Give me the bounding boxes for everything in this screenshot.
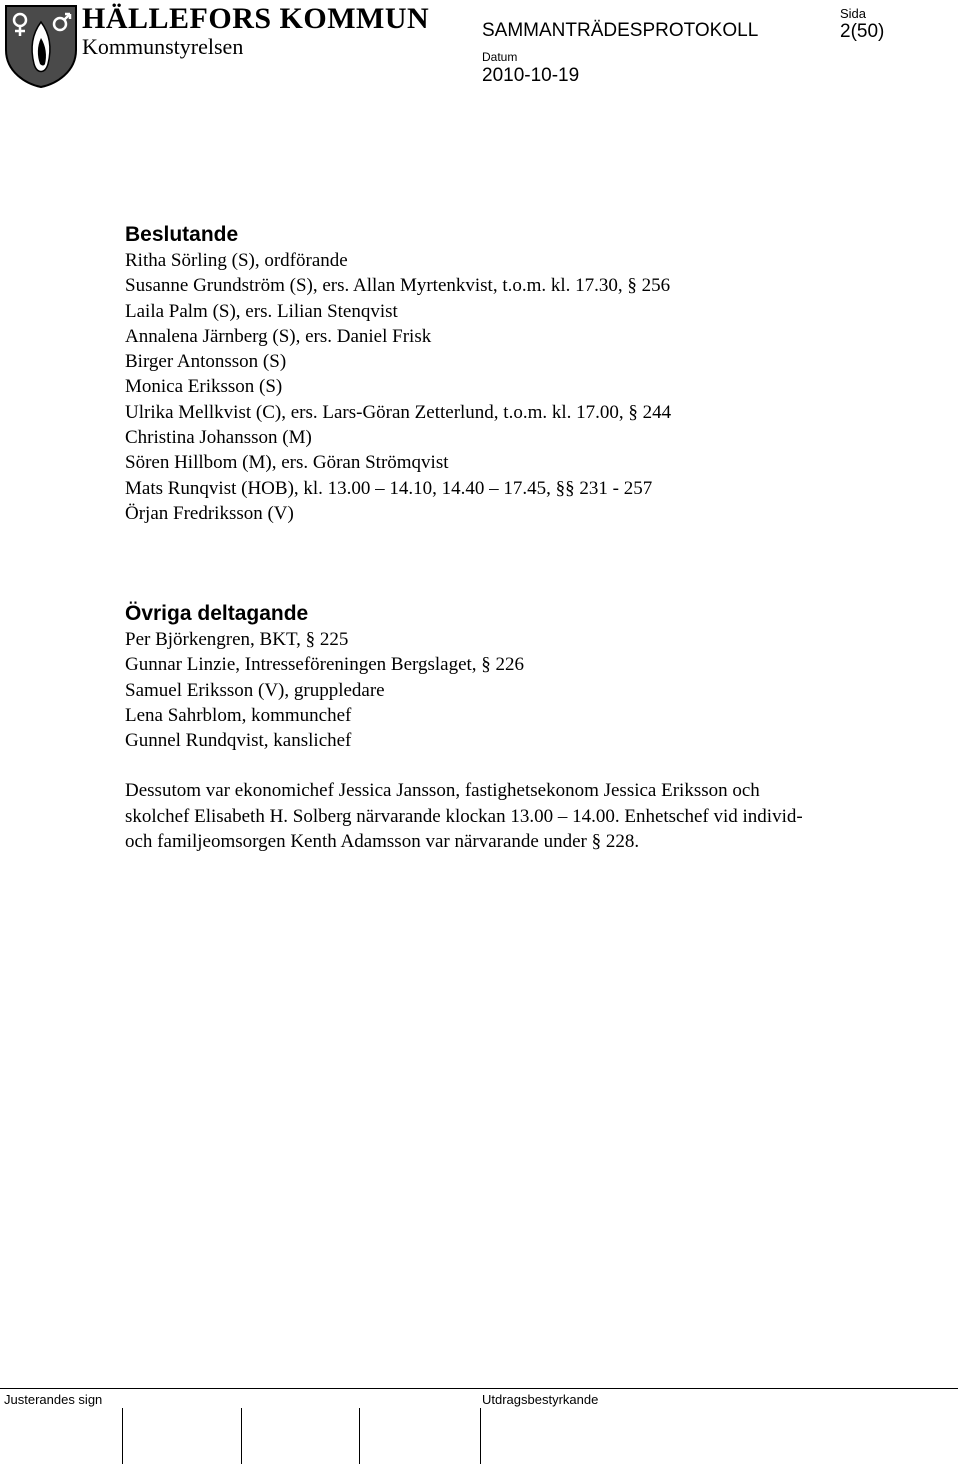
participant-line: Christina Johansson (M) [125,427,312,449]
signature-box-divider [359,1408,360,1464]
municipal-coat-of-arms-logo [4,4,78,88]
participant-line: Birger Antonsson (S) [125,351,287,373]
participant-line: Ritha Sörling (S), ordförande [125,250,348,271]
participant-line: Örjan Fredriksson (V) [125,502,294,524]
participant-line: Mats Runqvist (HOB), kl. 13.00 – 14.10, 14.40 – 17.45, §§ 231 - 257 [125,477,653,499]
attendance-note: Dessutom var ekonomichef Jessica Jansson, fastighetsekonom Jessica Eriksson och skolchef Elisabeth H. Solberg närvarande klockan 13.00 – 14.00. Enhetschef vid individ- och familjeomsorgen Kenth Adamsson var närvarande under § 228. [125,780,803,853]
date-value: 2010-10-19 [482,65,580,86]
participant-line: Susanne Grundström (S), ers. Allan Myrtenkvist, t.o.m. kl. 17.30, § 256 [125,275,671,297]
participant-line: Samuel Eriksson (V), gruppledare [125,679,385,701]
justerandes-sign-label: Justerandes sign [4,1392,103,1407]
org-name: HÄLLEFORS KOMMUN [82,2,430,35]
page-label: Sida [840,6,867,21]
participant-line: Gunnel Rundqvist, kanslichef [125,730,352,752]
signature-box-divider [122,1408,123,1464]
participant-line: Monica Eriksson (S) [125,376,283,398]
participant-line: Ulrika Mellkvist (C), ers. Lars-Göran Zetterlund, t.o.m. kl. 17.00, § 244 [125,401,672,423]
beslutande-section [125,222,825,526]
signature-box-divider [480,1408,481,1464]
participant-line: Per Björkengren, BKT, § 225 [125,629,349,650]
utdragsbestyrkande-label: Utdragsbestyrkande [482,1392,599,1407]
ovriga-section [125,601,825,854]
signature-box-divider [241,1408,242,1464]
page-number: 2(50) [840,21,885,42]
ovriga-heading: Övriga deltagande [125,602,309,625]
participant-line: Gunnar Linzie, Intresseföreningen Bergslaget, § 226 [125,654,525,676]
org-unit: Kommunstyrelsen [82,34,244,59]
participant-line: Annalena Järnberg (S), ers. Daniel Frisk [125,325,432,347]
footer-divider [0,1388,958,1389]
document-type: SAMMANTRÄDESPROTOKOLL [482,20,759,41]
date-label: Datum [482,50,518,64]
participant-line: Sören Hillbom (M), ers. Göran Strömqvist [125,452,449,474]
participant-line: Lena Sahrblom, kommunchef [125,704,352,726]
participant-line: Laila Palm (S), ers. Lilian Stenqvist [125,300,398,322]
beslutande-heading: Beslutande [125,223,239,246]
